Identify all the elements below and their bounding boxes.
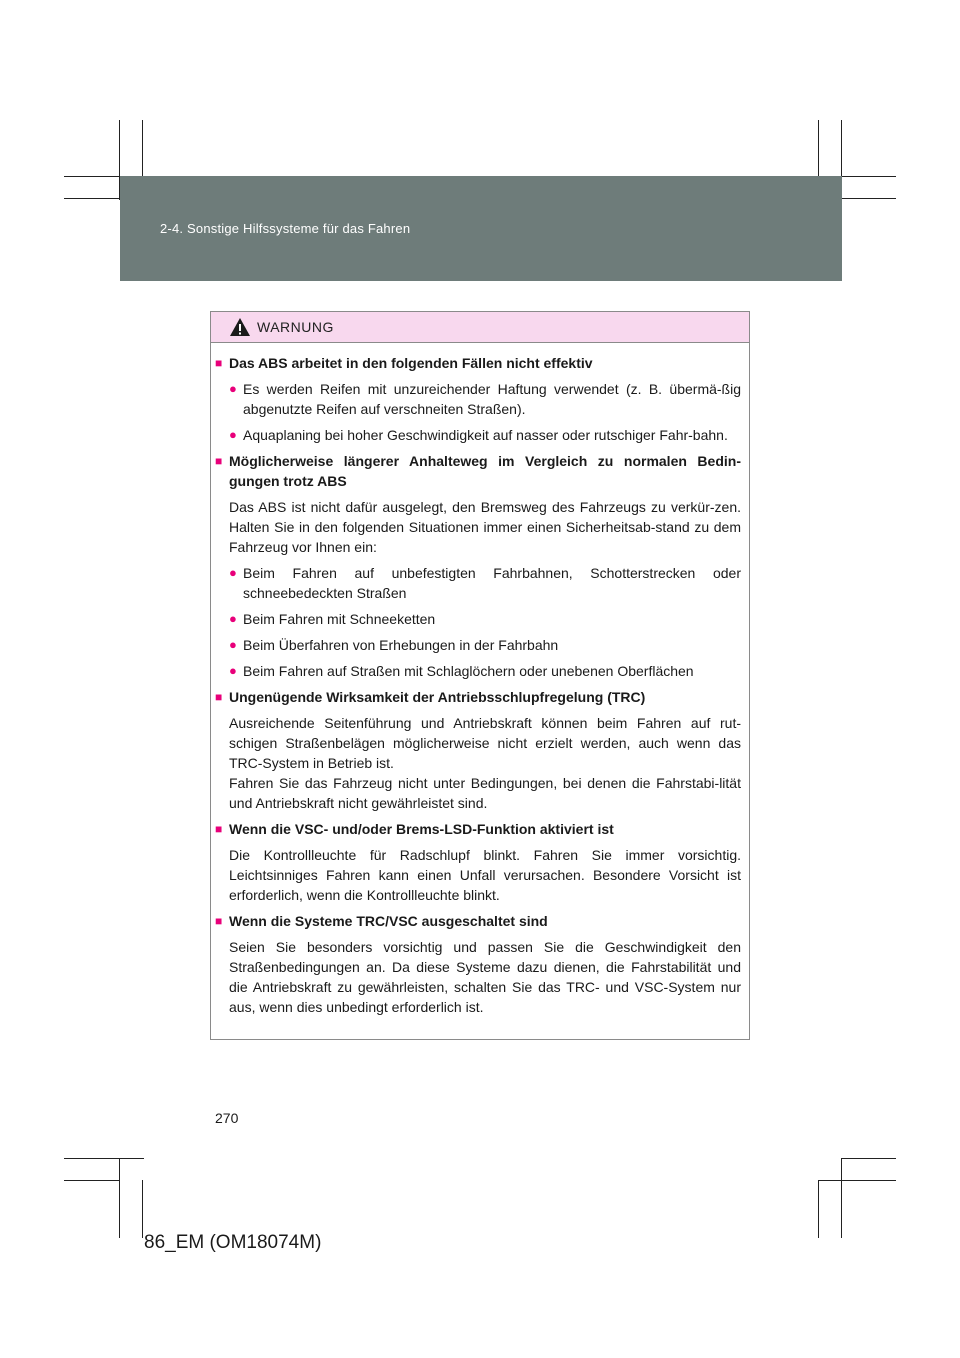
square-bullet-icon: ■ <box>215 356 223 370</box>
circle-bullet-icon: ● <box>229 637 237 652</box>
square-bullet-icon: ■ <box>215 454 223 468</box>
list-item: ● Beim Überfahren von Erhebungen in der Fahrbahn <box>229 637 559 653</box>
warning-box <box>210 311 750 1040</box>
crop-mark <box>64 1180 120 1181</box>
crop-mark <box>64 198 120 199</box>
section-title: Ungenügende Wirksamkeit der Antriebsschlupfregelung (TRC) <box>229 689 646 705</box>
crop-mark <box>119 1158 120 1238</box>
section-text: Das ABS ist nicht dafür ausgelegt, den Bremsweg des Fahrzeugs zu verkür-zen. Halten Sie in den folgenden Situationen immer einen Sicherheitsab-stand zu dem Fahrzeug vor Ihnen ein: <box>229 499 741 555</box>
list-item: ● Beim Fahren mit Schneeketten <box>229 611 436 627</box>
list-item: ● Es werden Reifen mit unzureichender Haftung verwendet (z. B. übermä-ßig abgenutzte Reifen auf verschneiten Straßen). <box>229 381 741 417</box>
section-title: Das ABS arbeitet in den folgenden Fällen nicht effektiv <box>229 355 593 371</box>
circle-bullet-icon: ● <box>229 427 237 442</box>
circle-bullet-icon: ● <box>229 565 237 580</box>
warning-section <box>215 819 741 905</box>
warning-header <box>211 312 749 343</box>
list-item: ● Beim Fahren auf unbefestigten Fahrbahnen, Schotterstrecken oder schneebedeckten Straßen <box>229 565 741 601</box>
section-text: Die Kontrollleuchte für Radschlupf blinkt. Fahren Sie immer vorsichtig. Leichtsinniges Fahren kann einen Unfall verursachen. Besondere Vorsicht ist erforderlich, wenn die Kontrollleuchte blinkt. <box>229 847 741 903</box>
warning-body <box>211 343 749 1017</box>
crop-mark <box>142 1180 143 1238</box>
section-text: Seien Sie besonders vorsichtig und passen Sie die Geschwindigkeit den Straßenbedingungen an. Da diese Systeme dazu dienen, die Fahrstabilität und die Antriebskraft zu gewährleisten, schalten Sie das TRC- und VSC-System nur aus, wenn dies unbedingt erforderlich ist. <box>229 939 741 1015</box>
section-title: Wenn die Systeme TRC/VSC ausgeschaltet sind <box>229 913 548 929</box>
square-bullet-icon: ■ <box>215 914 223 928</box>
circle-bullet-icon: ● <box>229 381 237 396</box>
square-bullet-icon: ■ <box>215 822 223 836</box>
crop-mark <box>842 198 896 199</box>
circle-bullet-icon: ● <box>229 611 237 626</box>
section-title: Wenn die VSC- und/oder Brems-LSD-Funktion aktiviert ist <box>229 821 614 837</box>
page-number: 270 <box>215 1110 239 1126</box>
warning-section <box>215 911 741 1017</box>
section-title: 2-4. Sonstige Hilfssysteme für das Fahren <box>160 221 411 236</box>
crop-mark <box>842 1158 896 1159</box>
list-item: ● Aquaplaning bei hoher Geschwindigkeit auf nasser oder rutschiger Fahr-bahn. <box>229 427 728 443</box>
warning-triangle-icon <box>229 317 251 337</box>
warning-section <box>215 353 741 445</box>
list-item: ● Beim Fahren auf Straßen mit Schlaglöchern oder unebenen Oberflächen <box>229 663 694 679</box>
section-text: Ausreichende Seitenführung und Antriebskraft können beim Fahren auf rut-schigen Straßenbelägen möglicherweise nicht erzielt werden, auch wenn das TRC-System in Betrieb ist. Fahren Sie das Fahrzeug nicht unter Bedingungen, bei denen die Fahrstabi-lität und Antriebskraft nicht gewährleistet sind. <box>229 715 741 811</box>
document-code: 86_EM (OM18074M) <box>144 1232 322 1253</box>
section-title: Möglicherweise längerer Anhalteweg im Vergleich zu normalen Bedin-gungen trotz ABS <box>229 453 741 489</box>
square-bullet-icon: ■ <box>215 690 223 704</box>
crop-mark <box>64 1158 144 1159</box>
crop-mark <box>841 1158 842 1238</box>
crop-mark <box>818 1180 896 1181</box>
warning-section <box>215 451 741 681</box>
circle-bullet-icon: ● <box>229 663 237 678</box>
warning-title: WARNUNG <box>257 319 334 335</box>
crop-mark <box>818 1180 819 1238</box>
warning-section <box>215 687 741 813</box>
